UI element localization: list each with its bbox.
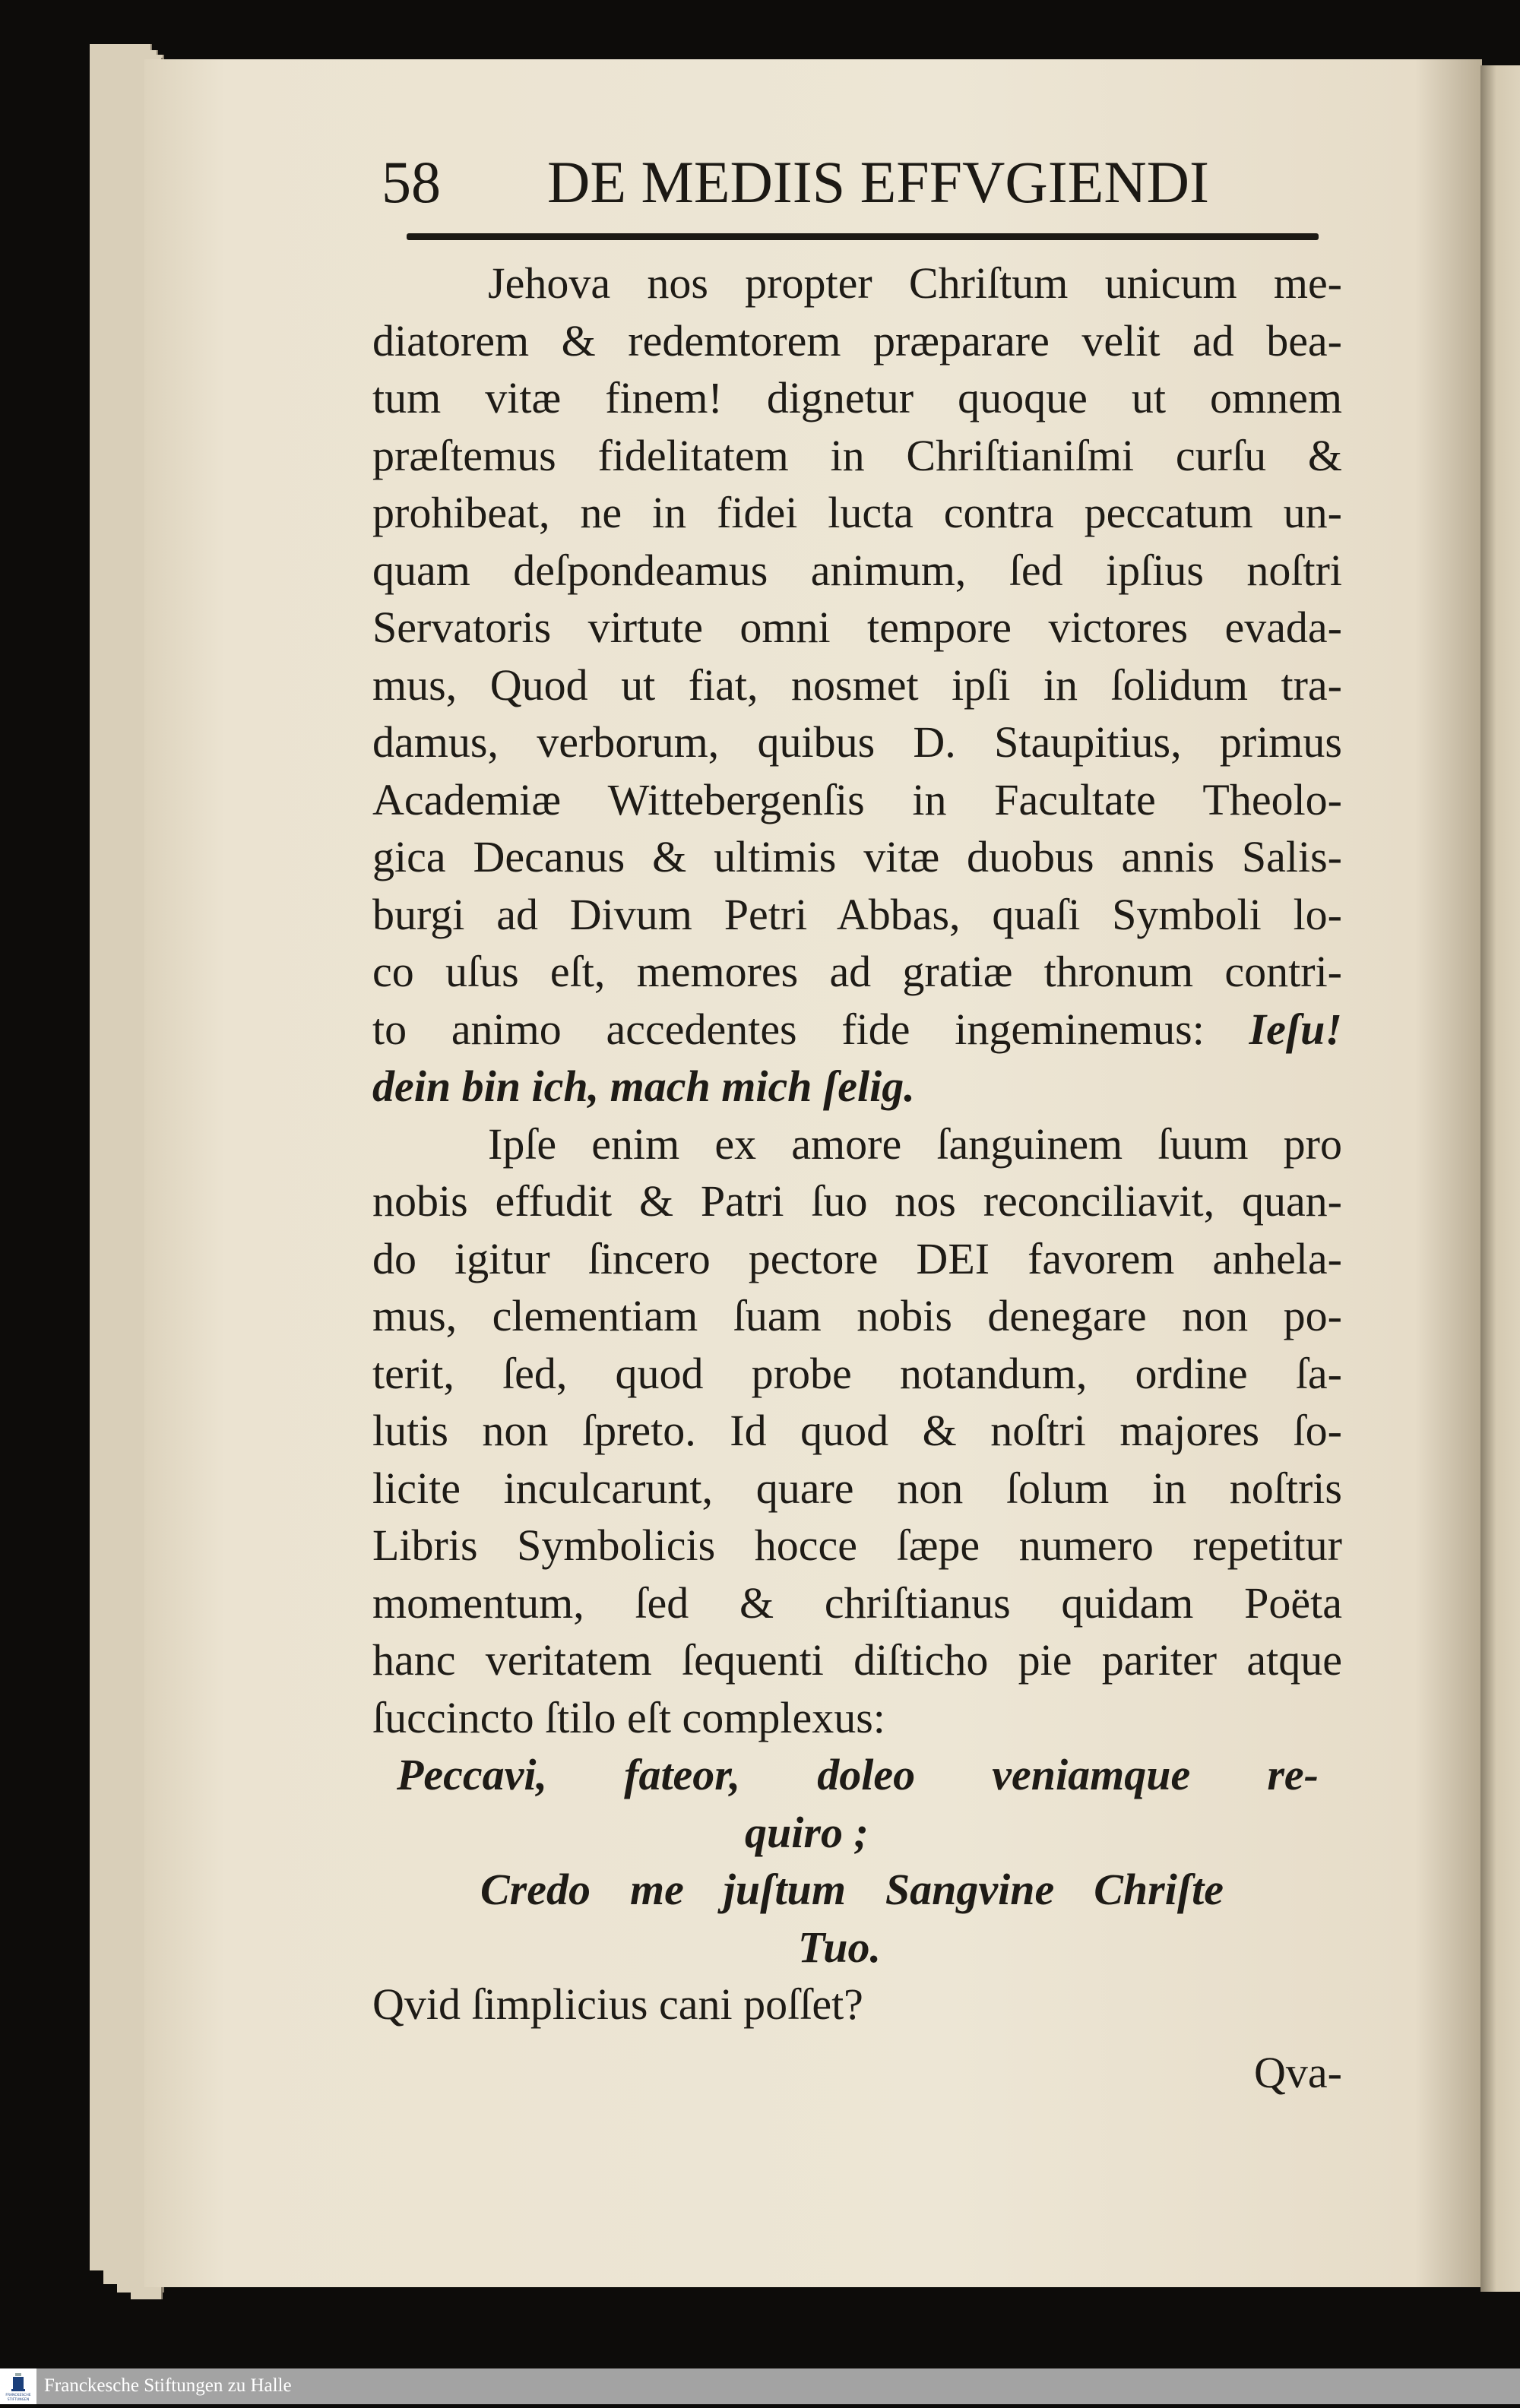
text-line: terit, ſed, quod probe notandum, ordine ſa- bbox=[372, 1348, 1342, 1398]
facing-page-edge bbox=[1480, 65, 1520, 2292]
text-line: mus, clementiam ſuam nobis denegare non po- bbox=[372, 1291, 1342, 1340]
institution-logo bbox=[0, 2368, 36, 2404]
running-title: DE MEDIIS EFFVGIENDI bbox=[547, 149, 1209, 215]
verse-line: quiro ; bbox=[745, 1807, 869, 1857]
text-line: Jehova nos propter Chriſtum unicum me- bbox=[488, 258, 1342, 308]
text-line: mus, Quod ut fiat, nosmet ipſi in ſolidum tra- bbox=[372, 660, 1342, 710]
text-line: ſuccincto ſtilo eſt complexus: bbox=[372, 1692, 885, 1742]
text-line: nobis effudit & Patri ſuo nos reconciliavit, quan- bbox=[372, 1176, 1342, 1226]
text-line: Libris Symbolicis hocce ſæpe numero repetitur bbox=[372, 1520, 1342, 1570]
text-block bbox=[372, 255, 1342, 2101]
logo-icon bbox=[0, 2368, 36, 2404]
text-line: prohibeat, ne in fidei lucta contra peccatum un- bbox=[372, 488, 1342, 537]
text-line: Servatoris virtute omni tempore victores evada- bbox=[372, 603, 1342, 652]
text-line: tum vitæ finem! dignetur quoque ut omnem bbox=[372, 373, 1342, 422]
text-segment: to animo accedentes fide ingeminemus: bbox=[372, 1004, 1205, 1054]
text-line: Academiæ Wittebergenſis in Facultate Theolo- bbox=[372, 774, 1342, 824]
text-line: co uſus eſt, memores ad gratiæ thronum contri- bbox=[372, 947, 1342, 996]
text-line: lutis non ſpreto. Id quod & noſtri majores ſo- bbox=[372, 1406, 1342, 1455]
verse-line: Tuo. bbox=[798, 1922, 882, 1972]
text-line: præſtemus fidelitatem in Chriſtianiſmi curſu & bbox=[372, 430, 1342, 480]
text-line: do igitur ſincero pectore DEI favorem anhela- bbox=[372, 1233, 1342, 1283]
text-line: dein bin ich, mach mich ſelig. bbox=[372, 1062, 915, 1111]
text-line: Qvid ſimplicius cani poſſet? bbox=[372, 1979, 863, 2029]
page-number: 58 bbox=[382, 149, 441, 215]
text-line: momentum, ſed & chriſtianus quidam Poëta bbox=[372, 1577, 1342, 1628]
catchword: Qva- bbox=[1254, 2047, 1342, 2097]
italic-text: Ieſu! bbox=[1249, 1004, 1343, 1054]
text-line: licite inculcarunt, quare non ſolum in noſtris bbox=[372, 1463, 1342, 1513]
text-line: gica Decanus & ultimis vitæ duobus annis Salis- bbox=[372, 832, 1342, 881]
svg-text:FRANCKESCHE: FRANCKESCHE bbox=[5, 2394, 31, 2397]
text-line: hanc veritatem ſequenti diſticho pie pariter atque bbox=[372, 1635, 1342, 1685]
institution-name: Franckesche Stiftungen zu Halle bbox=[44, 2375, 292, 2396]
text-line: burgi ad Divum Petri Abbas, quaſi Symboli lo- bbox=[372, 889, 1342, 939]
footer-bar bbox=[0, 2368, 1520, 2404]
text-line: diatorem & redemtorem præparare velit ad bea- bbox=[372, 315, 1342, 365]
text-line: quam deſpondeamus animum, ſed ipſius noſtri bbox=[372, 545, 1342, 595]
svg-text:STIFTUNGEN: STIFTUNGEN bbox=[7, 2398, 30, 2402]
verse-line: Peccavi, fateor, doleo veniamque re- bbox=[397, 1750, 1319, 1799]
text-line: Ipſe enim ex amore ſanguinem ſuum pro bbox=[488, 1119, 1342, 1169]
text-line bbox=[372, 1001, 1342, 1058]
header-rule bbox=[407, 233, 1319, 240]
text-line: damus, verborum, quibus D. Staupitius, primus bbox=[372, 717, 1342, 767]
verse-line: Credo me juſtum Sangvine Chriſte bbox=[480, 1865, 1224, 1914]
